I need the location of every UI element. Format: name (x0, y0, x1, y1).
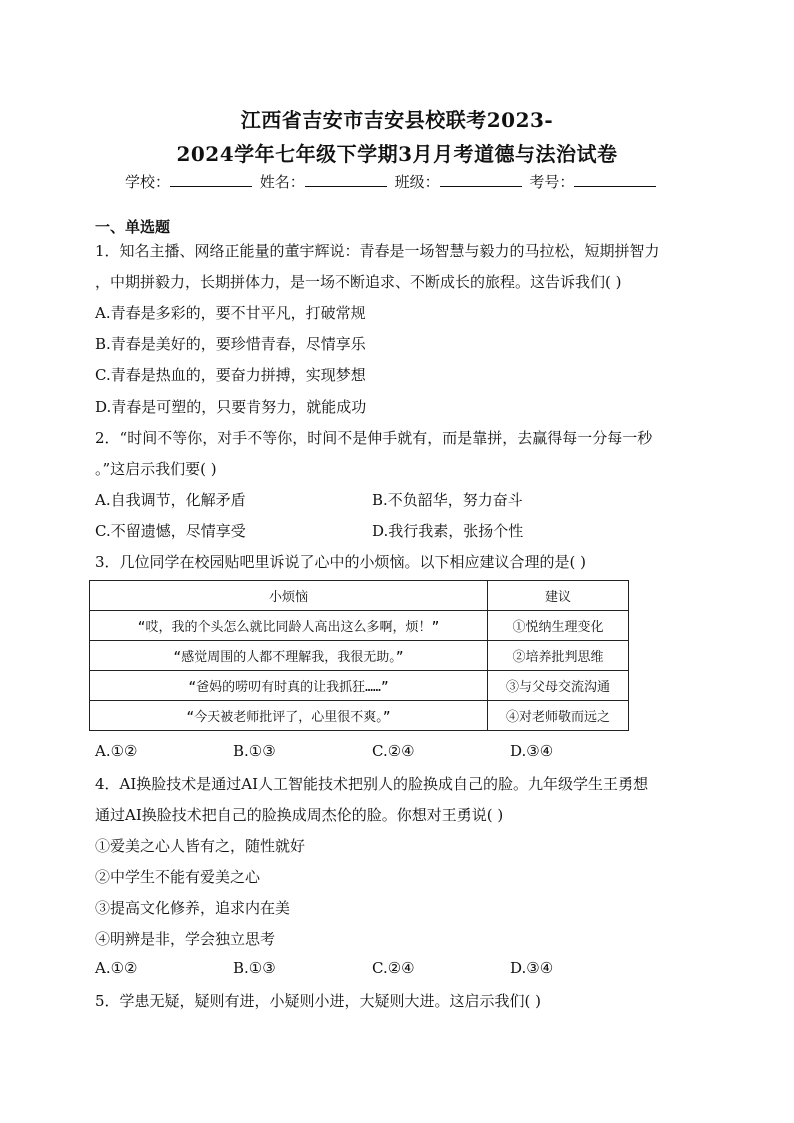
table-header-worry: 小烦恼 (90, 581, 488, 611)
exam-number-blank[interactable] (574, 172, 656, 187)
q1-stem-line2: ，中期拼毅力，长期拼体力，是一场不断追求、不断成长的旅程。这告诉我们( ) (95, 273, 622, 291)
table-header-row (90, 581, 629, 611)
table-cell-advice: ②培养批判思维 (488, 641, 629, 671)
section-title-single-choice: 一、单选题 (95, 218, 171, 236)
table-cell-advice: ①悦纳生理变化 (488, 611, 629, 641)
q4-option-a[interactable]: A.①② (95, 959, 138, 977)
name-blank[interactable] (305, 172, 387, 187)
q4-statement-1: ①爱美之心人皆有之，随性就好 (95, 837, 306, 855)
school-blank[interactable] (170, 172, 252, 187)
q4-statement-3: ③提高文化修养，追求内在美 (95, 899, 291, 917)
table-cell-worry: “哎，我的个头怎么就比同龄人高出这么多啊，烦！” (90, 611, 488, 641)
table-header-advice: 建议 (488, 581, 629, 611)
table-cell-worry: “今天被老师批评了，心里很不爽。” (90, 701, 488, 731)
q1-option-a[interactable]: A.青春是多彩的，要不甘平凡，打破常规 (95, 304, 366, 322)
q4-option-d[interactable]: D.③④ (510, 959, 554, 977)
name-label: 姓名： (259, 173, 305, 191)
q1-option-b[interactable]: B.青春是美好的，要珍惜青春，尽情享乐 (95, 335, 366, 353)
q1-option-c[interactable]: C.青春是热血的，要奋力拼搏，实现梦想 (95, 366, 366, 384)
school-label: 学校： (125, 173, 171, 191)
table-row (90, 611, 629, 641)
q2-option-b[interactable]: B.不负韶华，努力奋斗 (372, 491, 523, 509)
q3-option-b[interactable]: B.①③ (233, 742, 276, 760)
q1-stem-line1: 1．知名主播、网络正能量的董宇辉说：青春是一场智慧与毅力的马拉松，短期拼智力 (95, 242, 660, 260)
q3-option-d[interactable]: D.③④ (510, 742, 554, 760)
q2-option-a[interactable]: A.自我调节，化解矛盾 (95, 491, 246, 509)
q4-option-b[interactable]: B.①③ (233, 959, 276, 977)
q3-option-a[interactable]: A.①② (95, 742, 138, 760)
q1-option-d[interactable]: D.青春是可塑的，只要肯努力，就能成功 (95, 398, 367, 416)
class-label: 班级： (394, 173, 440, 191)
q5-stem-line1: 5．学患无疑，疑则有进，小疑则小进，大疑则大进。这启示我们( ) (95, 992, 542, 1010)
table-cell-advice: ③与父母交流沟通 (488, 671, 629, 701)
table-row (90, 701, 629, 731)
table-cell-worry: “爸妈的唠叨有时真的让我抓狂……” (90, 671, 488, 701)
class-blank[interactable] (440, 172, 522, 187)
q2-stem-line1: 2．“时间不等你，对手不等你，时间不是伸手就有，而是靠拼，去赢得每一分每一秒 (95, 429, 653, 447)
q4-stem-line1: 4．AI换脸技术是通过AI人工智能技术把别人的脸换成自己的脸。九年级学生王勇想 (95, 775, 649, 793)
table-cell-worry: “感觉周围的人都不理解我，我很无助。” (90, 641, 488, 671)
exam-title-line1: 江西省吉安市吉安县校联考2023- (240, 108, 554, 132)
table-row (90, 641, 629, 671)
q4-statement-4: ④明辨是非，学会独立思考 (95, 930, 276, 948)
q3-option-c[interactable]: C.②④ (372, 742, 415, 760)
table-cell-advice: ④对老师敬而远之 (488, 701, 629, 731)
q4-stem-line2: 通过AI换脸技术把自己的脸换成周杰伦的脸。你想对王勇说( ) (95, 806, 504, 824)
exam-title-line2: 2024学年七年级下学期3月月考道德与法治试卷 (176, 142, 618, 166)
q2-option-c[interactable]: C.不留遗憾，尽情享受 (95, 522, 246, 540)
exam-number-label: 考号： (529, 173, 575, 191)
q2-option-d[interactable]: D.我行我素，张扬个性 (372, 522, 524, 540)
q3-worries-table (89, 580, 629, 731)
table-row (90, 671, 629, 701)
q2-stem-line2: 。”这启示我们要( ) (95, 460, 217, 478)
q4-option-c[interactable]: C.②④ (372, 959, 415, 977)
student-info-fields (125, 171, 659, 192)
q3-stem-line1: 3．几位同学在校园贴吧里诉说了心中的小烦恼。以下相应建议合理的是( ) (95, 553, 587, 571)
q4-statement-2: ②中学生不能有爱美之心 (95, 868, 261, 886)
